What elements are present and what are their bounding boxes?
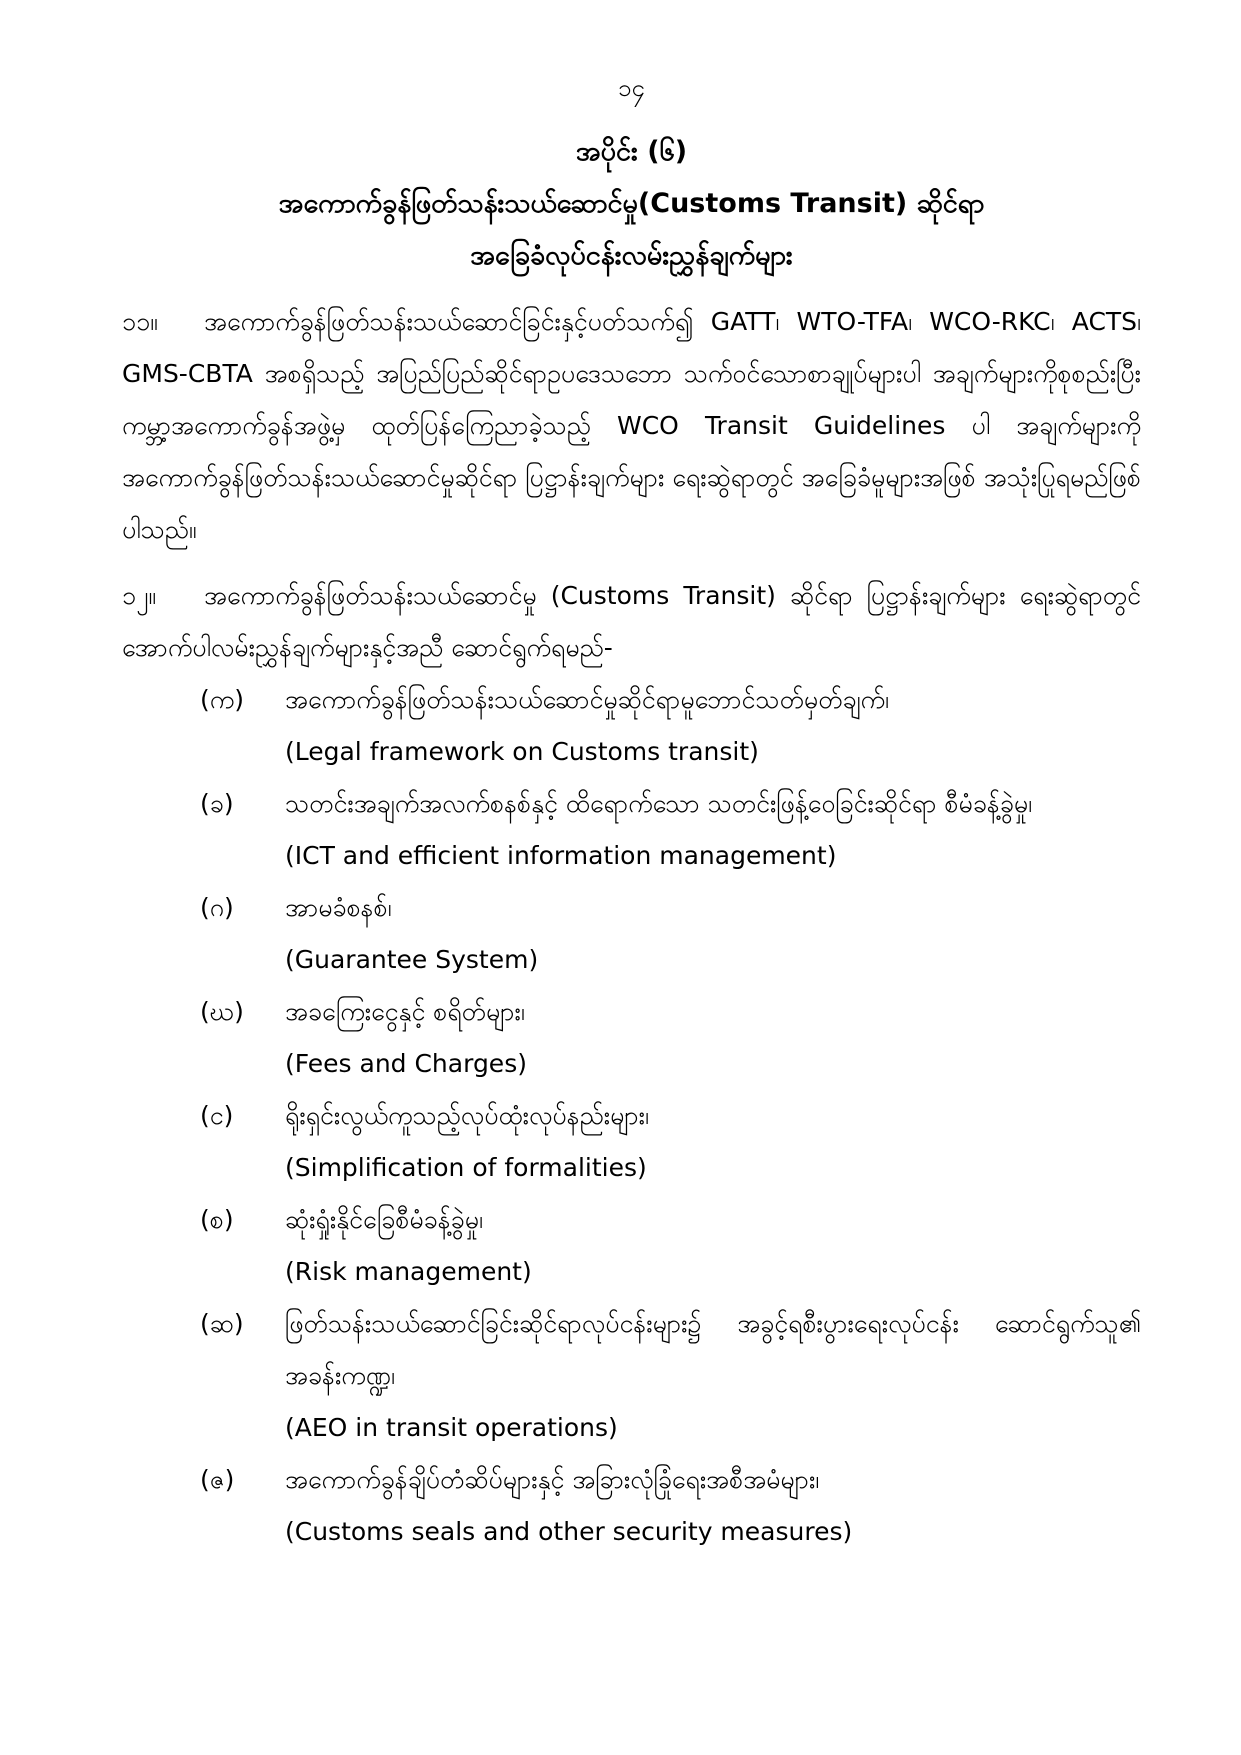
- list-item: [200, 778, 1141, 882]
- paragraph-12-number: ၁၂။: [122, 581, 156, 610]
- list-item: [200, 882, 1141, 986]
- list-item-body: [285, 1194, 1141, 1298]
- list-item-burmese-text: အကောက်ခွန်ချိပ်တံဆိပ်များနှင့် အခြားလုံခြုံရေးအစီအမံများ၊: [285, 1465, 820, 1494]
- section-heading: [122, 126, 1141, 282]
- heading-part-label: အပိုင်း (၆): [575, 136, 688, 167]
- list-item-label: (င): [200, 1101, 234, 1130]
- list-item-english-text: (Fees and Charges): [285, 1049, 527, 1078]
- body-text: [122, 296, 1141, 1558]
- list-item-body: [285, 986, 1141, 1090]
- paragraph-12-text: အကောက်ခွန်ဖြတ်သန်းသယ်ဆောင်မှု (Customs Transit) ဆိုင်ရာ ပြဋ္ဌာန်းချက်များ ရေးဆွဲရာတွင် အောက်ပါလမ်းညွှန်ချက်များနှင့်အညီ ဆောင်ရွက်ရမည်-: [122, 581, 1141, 662]
- list-item-burmese-text: သတင်းအချက်အလက်စနစ်နှင့် ထိရောက်သော သတင်းဖြန့်ဝေခြင်းဆိုင်ရာ စီမံခန့်ခွဲမှု၊: [285, 789, 1033, 818]
- list-item-burmese-text: ဆုံးရှုံးနိုင်ခြေစီမံခန့်ခွဲမှု၊: [285, 1205, 483, 1234]
- list-item-label: (ဃ): [200, 997, 244, 1026]
- list-item: [200, 1194, 1141, 1298]
- list-item-body: [285, 674, 1141, 778]
- list-item: [200, 1454, 1141, 1558]
- list-item-body: [285, 1454, 1141, 1558]
- list-item-english-text: (Customs seals and other security measures): [285, 1517, 853, 1546]
- list-item: [200, 986, 1141, 1090]
- paragraph-11: [122, 296, 1141, 556]
- list-item-english-text: (Simplification of formalities): [285, 1153, 647, 1182]
- list-item: [200, 1298, 1141, 1454]
- list-item-body: [285, 882, 1141, 986]
- list-item-body: [285, 778, 1141, 882]
- paragraph-12: [122, 570, 1141, 674]
- list-item-burmese-text: အကောက်ခွန်ဖြတ်သန်းသယ်ဆောင်မှုဆိုင်ရာမူဘောင်သတ်မှတ်ချက်၊: [285, 685, 889, 714]
- list-item-english-text: (Legal framework on Customs transit): [285, 737, 759, 766]
- list-item-burmese-text: အခကြေးငွေနှင့် စရိတ်များ၊: [285, 997, 525, 1026]
- list-item-label: (က): [200, 685, 244, 714]
- list-item-label: (ဇ): [200, 1465, 235, 1494]
- list-item-english-text: (Guarantee System): [285, 945, 539, 974]
- list-item-burmese-text: ရိုးရှင်းလွယ်ကူသည့်လုပ်ထုံးလုပ်နည်းများ၊: [285, 1101, 649, 1130]
- list-item-body: [285, 1298, 1141, 1454]
- list-item: [200, 674, 1141, 778]
- list-item-label: (ခ): [200, 789, 234, 818]
- page-number: ၁၄: [618, 74, 645, 102]
- paragraph-11-text: အကောက်ခွန်ဖြတ်သန်းသယ်ဆောင်ခြင်းနှင့်ပတ်သက်၍ GATT၊ WTO-TFA၊ WCO-RKC၊ ACTS၊ GMS-CBTA အစရှိသည့် အပြည်ပြည်ဆိုင်ရာဥပဒေသဘော သက်ဝင်သောစာချုပ်များပါ အချက်များကိုစုစည်းပြီး ကမ္ဘာ့အကောက်ခွန်အဖွဲ့မှ ထုတ်ပြန်ကြေညာခဲ့သည့် WCO Transit Guidelines ပါ အချက်များကို အကောက်ခွန်ဖြတ်သန်းသယ်ဆောင်မှုဆိုင်ရာ ပြဋ္ဌာန်းချက်များ ရေးဆွဲရာတွင် အခြေခံမူများအဖြစ် အသုံးပြုရမည်ဖြစ်ပါသည်။: [122, 307, 1141, 544]
- list-item-label: (ဆ): [200, 1309, 244, 1338]
- list-item-burmese-text: အာမခံစနစ်၊: [285, 893, 392, 922]
- paragraph-11-number: ၁၁။: [122, 307, 158, 336]
- list-item: [200, 1090, 1141, 1194]
- list-item-english-text: (Risk management): [285, 1257, 532, 1286]
- list-item-body: [285, 1090, 1141, 1194]
- list-item-english-text: (AEO in transit operations): [285, 1413, 618, 1442]
- list-item-label: (စ): [200, 1205, 234, 1234]
- heading-title-line-1: အကောက်ခွန်ဖြတ်သန်းသယ်ဆောင်မှု(Customs Transit) ဆိုင်ရာ: [278, 188, 985, 219]
- list-item-label: (ဂ): [200, 893, 234, 922]
- heading-title-line-2: အခြေခံလုပ်ငန်းလမ်းညွှန်ချက်များ: [470, 240, 793, 271]
- list-item-english-text: (ICT and efficient information management): [285, 841, 837, 870]
- list-item-burmese-text: ဖြတ်သန်းသယ်ဆောင်ခြင်းဆိုင်ရာလုပ်ငန်းများ၌ အခွင့်ရစီးပွားရေးလုပ်ငန်း ဆောင်ရွက်သူ၏ အခန်းကဏ္ဍ၊: [285, 1309, 1141, 1390]
